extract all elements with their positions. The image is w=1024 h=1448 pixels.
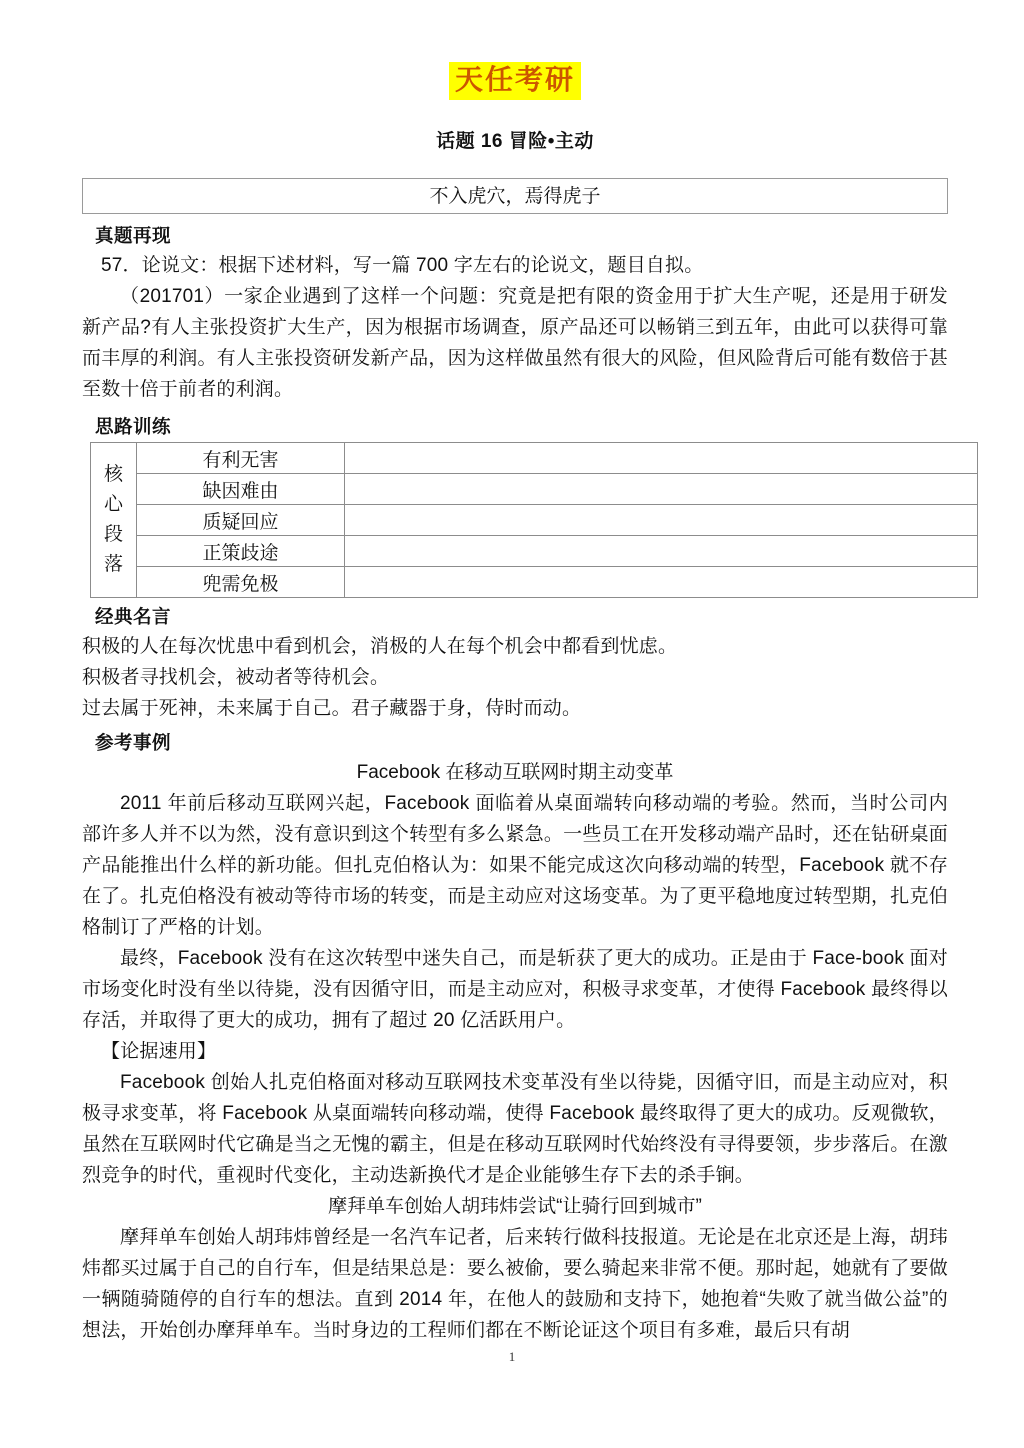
exam-prompt-text: 57．论说文：根据下述材料，写一篇 700 字左右的论说文，题目自拟。 (101, 255, 704, 277)
example-case1-paragraph-2: 最终，Facebook 没有在这次转型中迷失自己，而是斩获了更大的成功。正是由于 Face-book 面对市场变化时没有坐以待毙，没有因循守旧，而是主动应对，积极寻求变革，才使得 Facebook 最终得以存活，并取得了更大的成功，拥有了超过 20 亿活跃用户。 (82, 948, 948, 1032)
core-paragraph-table (90, 442, 978, 598)
vertical-header-char: 核 (103, 464, 123, 486)
table-row (91, 536, 978, 567)
table-row (91, 567, 978, 598)
example-case2-paragraph-1: 摩拜单车创始人胡玮炜曾经是一名汽车记者，后来转行做科技报道。无论是在北京还是上海，胡玮炜都买过属于自己的自行车，但是结果总是：要么被偷，要么骑起来非常不便。那时起，她就有了要做一辆随骑随停的自行车的想法。直到 2014 年，在他人的鼓励和支持下，她抱着“失败了就当做公益”的想法，开始创办摩拜单车。当时身边的工程师们都在不断论证这个项目有多难，最后只有胡 (82, 1227, 948, 1342)
table-row-answer-cell[interactable] (345, 474, 978, 505)
section-heading-classic-quotes: 经典名言 (95, 606, 172, 628)
table-row-answer-cell[interactable] (345, 505, 978, 536)
classic-quote-item: 积极的人在每次忧患中看到机会，消极的人在每个机会中都看到忧虑。 (82, 636, 678, 658)
table-row-label: 正策歧途 (137, 536, 345, 567)
example-case2-title: 摩拜单车创始人胡玮炜尝试“让骑行回到城市” (328, 1196, 702, 1218)
section-heading-training: 思路训练 (95, 416, 172, 438)
table-row (91, 505, 978, 536)
example-case1-paragraph-1: 2011 年前后移动互联网兴起，Facebook 面临着从桌面端转向移动端的考验。然而，当时公司内部许多人并不以为然，没有意识到这个转型有多么紧急。一些员工在开发移动端产品时，还在钻研桌面产品能推出什么样的新功能。但扎克伯格认为：如果不能完成这次向移动端的转型，Facebook 就不存在了。扎克伯格没有被动等待市场的转变，而是主动应对这场变革。为了更平稳地度过转型期，扎克伯格制订了严格的计划。 (82, 793, 948, 939)
idiom-quote-box: 不入虎穴，焉得虎子 (82, 178, 948, 214)
page-content (82, 0, 948, 1346)
table-row-answer-cell[interactable] (345, 536, 978, 567)
page-title: 话题 16 冒险•主动 (436, 131, 594, 153)
vertical-header-char: 落 (103, 554, 123, 576)
table-row-answer-cell[interactable] (345, 443, 978, 474)
vertical-header-char: 段 (103, 524, 123, 546)
vertical-header-stack (91, 460, 136, 580)
exam-material-text: （201701）一家企业遇到了这样一个问题：究竟是把有限的资金用于扩大生产呢，还是用于研发新产品?有人主张投资扩大生产，因为根据市场调查，原产品还可以畅销三到五年，由此可以获得可靠而丰厚的利润。有人主张投资研发新产品，因为这样做虽然有很大的风险，但风险背后可能有数倍于甚至数十倍于前者的利润。 (82, 286, 948, 401)
table-vertical-header (91, 443, 137, 598)
classic-quote-item: 过去属于死神，未来属于自己。君子藏器于身，侍时而动。 (82, 698, 582, 720)
vertical-header-char: 心 (103, 494, 123, 516)
table-row-label: 兜需免极 (137, 567, 345, 598)
example-case1-title: Facebook 在移动互联网时期主动变革 (356, 762, 674, 784)
table-row-label: 质疑回应 (137, 505, 345, 536)
brand-logo-text: 天任考研 (449, 62, 581, 100)
table-row (91, 474, 978, 505)
table-row-answer-cell[interactable] (345, 567, 978, 598)
quick-use-paragraph: Facebook 创始人扎克伯格面对移动互联网技术变革没有坐以待毙，因循守旧，而是主动应对，积极寻求变革，将 Facebook 从桌面端转向移动端，使得 Facebook 最终取得了更大的成功。反观微软，虽然在互联网时代它确是当之无愧的霸主，但是在移动互联网时代始终没有寻得要领，步步落后。在激烈竞争的时代，重视时代变化，主动迭新换代才是企业能够生存下去的杀手锏。 (82, 1072, 948, 1187)
table-row-label: 缺因难由 (137, 474, 345, 505)
section-heading-exam-recall: 真题再现 (95, 225, 172, 247)
section-heading-examples: 参考事例 (95, 732, 172, 754)
table-row-label: 有利无害 (137, 443, 345, 474)
page-number: 1 (508, 1349, 516, 1364)
quick-use-label: 【论据速用】 (101, 1041, 217, 1063)
classic-quote-item: 积极者寻找机会，被动者等待机会。 (82, 667, 390, 689)
brand-header (82, 62, 948, 100)
table-row (91, 443, 978, 474)
